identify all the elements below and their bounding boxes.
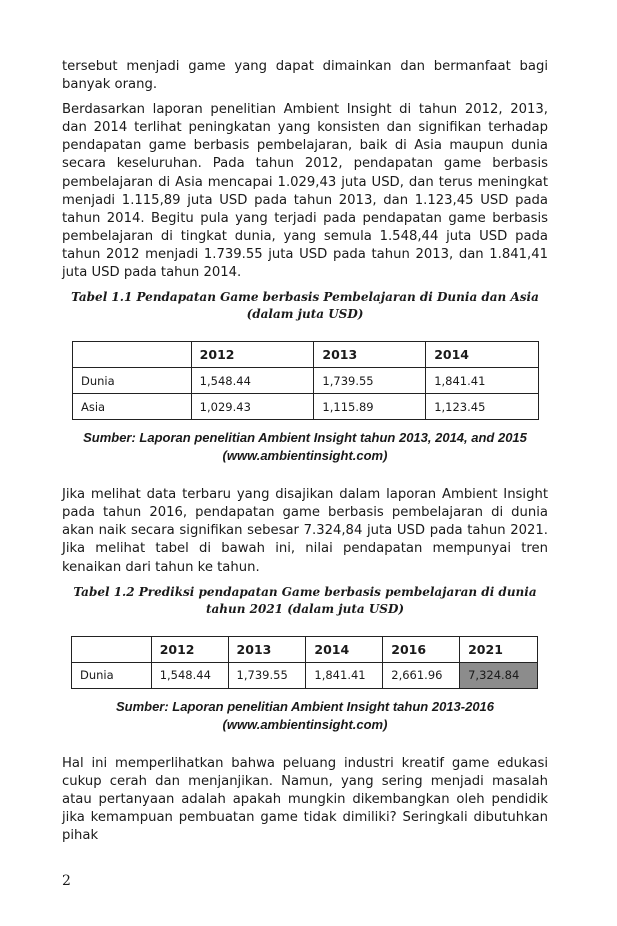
table2-header-row	[72, 636, 538, 662]
paragraph-ambient-2012-2014: Berdasarkan laporan penelitian Ambient Insight di tahun 2012, 2013, dan 2014 terlihat peningkatan yang konsisten dan signifikan terhadap pendapatan game berbasis pembelajaran, baik di Asia maupun dunia secara keseluruhan. Pada tahun 2012, pendapatan game berbasis pembelajaran di Asia mencapai 1.029,43 juta USD, dan terus meningkat menjadi 1.115,89 juta USD pada tahun 2013, dan 1.123,45 USD pada tahun 2014. Begitu pula yang terjadi pada pendapatan game berbasis pembelajaran di tingkat dunia, yang semula 1.548,44 juta USD pada tahun 2012 menjadi 1.739.55 juta USD pada tahun 2013, dan 1.841,41 juta USD pada tahun 2014.	[62, 102, 548, 281]
table2-cell: 2,661.96	[383, 662, 460, 688]
table2-cell: Dunia	[72, 662, 152, 688]
table1-cell: 1,115.89	[314, 394, 426, 420]
table2-source-line2: (www.ambientinsight.com)	[222, 716, 388, 732]
table1-caption	[62, 289, 548, 323]
table2-source	[62, 698, 548, 734]
table1-cell: 1,841.41	[426, 368, 539, 394]
table2-caption-line1: Tabel 1.2 Prediksi pendapatan Game berbasis pembelajaran di dunia	[73, 584, 537, 599]
table1	[72, 341, 539, 420]
table2-header-cell: 2013	[228, 636, 306, 662]
table-row	[73, 368, 539, 394]
table2-cell: 1,548.44	[151, 662, 228, 688]
table-row	[73, 394, 539, 420]
table2-header-cell	[72, 636, 152, 662]
table1-header-cell: 2013	[314, 342, 426, 368]
table2-cell: 1,841.41	[306, 662, 383, 688]
table2-caption	[62, 584, 548, 618]
table1-source-line2: (www.ambientinsight.com)	[222, 448, 388, 464]
paragraph-ambient-2016: Jika melihat data terbaru yang disajikan dalam laporan Ambient Insight pada tahun 2016, pendapatan game berbasis pembelajaran di dunia akan naik secara signifikan sebesar 7.324,84 juta USD pada tahun 2021. Jika melihat tabel di bawah ini, nilai pendapatan mempunyai tren kenaikan dari tahun ke tahun.	[62, 487, 548, 575]
paragraph-intro: tersebut menjadi game yang dapat dimainkan dan bermanfaat bagi banyak orang.	[62, 59, 548, 93]
table1-cell: Dunia	[73, 368, 192, 394]
table1-source	[62, 429, 548, 465]
table1-header-cell	[73, 342, 192, 368]
page-content	[62, 58, 548, 845]
table1-cell: 1,739.55	[314, 368, 426, 394]
table1-header-cell: 2012	[191, 342, 314, 368]
page-number: 2	[62, 873, 71, 889]
table1-cell: 1,548.44	[191, 368, 314, 394]
table1-header-cell: 2014	[426, 342, 539, 368]
table2-caption-line2: tahun 2021 (dalam juta USD)	[205, 601, 405, 616]
table1-source-line1: Sumber: Laporan penelitian Ambient Insight tahun 2013, 2014, and 2015	[83, 430, 527, 446]
table2-header-cell: 2021	[460, 636, 538, 662]
table2-cell: 1,739.55	[228, 662, 306, 688]
table-row	[72, 662, 538, 688]
table1-caption-line1: Tabel 1.1 Pendapatan Game berbasis Pembelajaran di Dunia dan Asia	[71, 290, 539, 305]
table1-cell: 1,123.45	[426, 394, 539, 420]
table2-header-cell: 2014	[306, 636, 383, 662]
table2	[71, 636, 538, 689]
paragraph-conclusion: Hal ini memperlihatkan bahwa peluang industri kreatif game edukasi cukup cerah dan menjanjikan. Namun, yang sering menjadi masalah atau pertanyaan adalah apakah mungkin dikembangkan oleh pendidik jika kemampuan pembuatan game tidak dimiliki? Seringkali dibutuhkan pihak	[62, 755, 548, 843]
table2-cell-highlighted: 7,324.84	[460, 662, 538, 688]
table1-header-row	[73, 342, 539, 368]
table2-header-cell: 2016	[383, 636, 460, 662]
table1-cell: Asia	[73, 394, 192, 420]
table1-cell: 1,029.43	[191, 394, 314, 420]
table1-caption-line2: (dalam juta USD)	[246, 307, 364, 322]
table2-header-cell: 2012	[151, 636, 228, 662]
table2-source-line1: Sumber: Laporan penelitian Ambient Insight tahun 2013-2016	[115, 698, 495, 714]
